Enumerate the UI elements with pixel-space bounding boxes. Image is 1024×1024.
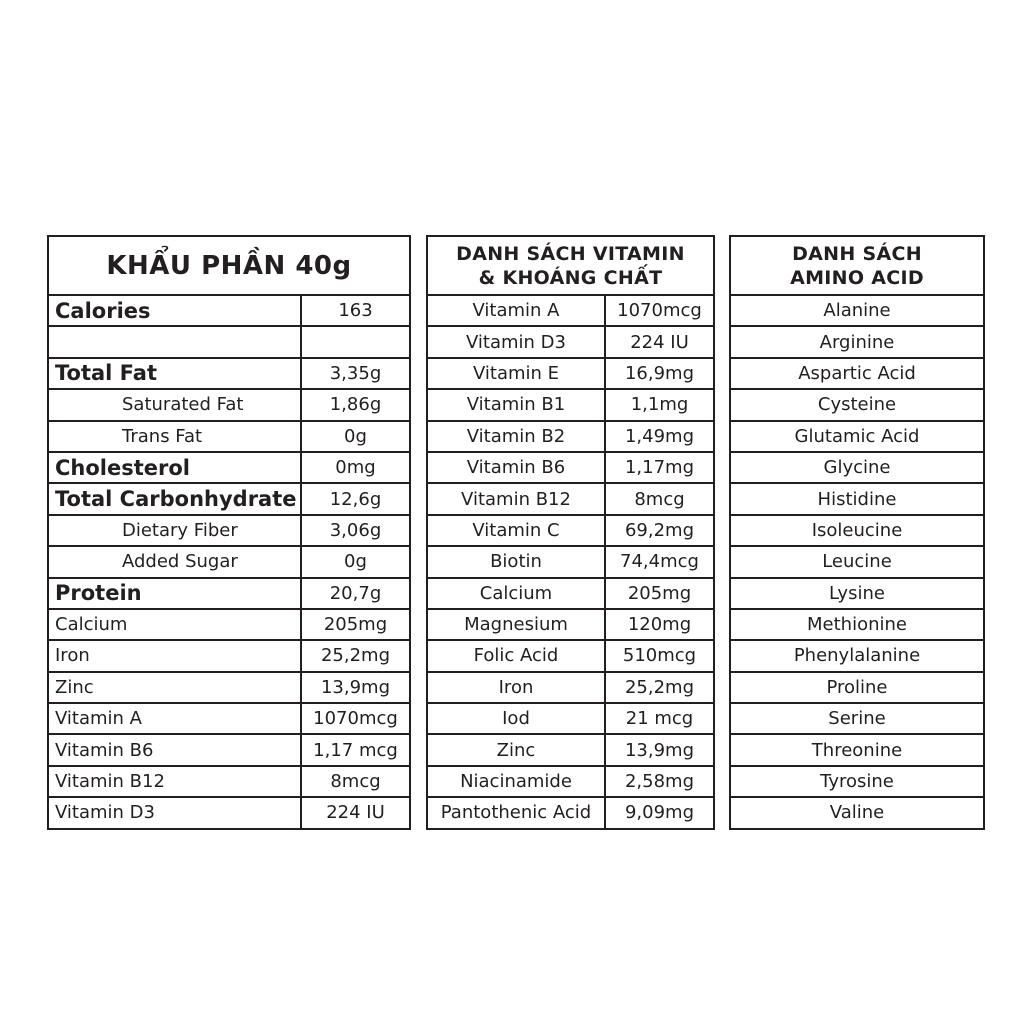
nutrient-label: Dietary Fiber <box>48 515 301 546</box>
amino-acid-name: Isoleucine <box>730 515 984 546</box>
nutrient-label: Vitamin B12 <box>48 766 301 797</box>
vitamin-row <box>427 295 714 326</box>
amino-row <box>730 766 984 797</box>
amino-title <box>730 236 984 295</box>
vitamin-row <box>427 452 714 483</box>
nutrient-label: Saturated Fat <box>48 389 301 420</box>
vitamin-row <box>427 546 714 577</box>
nutrient-value: 1070mcg <box>301 703 410 734</box>
serving-row <box>48 672 410 703</box>
nutrient-value: 0mg <box>301 452 410 483</box>
amino-row <box>730 515 984 546</box>
serving-row <box>48 640 410 671</box>
vitamin-value: 224 IU <box>605 326 714 357</box>
vitamin-title-line1: DANH SÁCH VITAMIN <box>456 242 685 265</box>
vitamin-name: Vitamin B12 <box>427 483 605 514</box>
vitamin-name: Vitamin B1 <box>427 389 605 420</box>
vitamin-row <box>427 421 714 452</box>
serving-row <box>48 389 410 420</box>
vitamin-row <box>427 515 714 546</box>
amino-acid-name: Arginine <box>730 326 984 357</box>
vitamin-name: Vitamin B6 <box>427 452 605 483</box>
serving-row <box>48 326 410 357</box>
vitamin-title <box>427 236 714 295</box>
vitamin-row <box>427 483 714 514</box>
serving-title: KHẨU PHẦN 40g <box>48 236 410 295</box>
amino-acid-name: Aspartic Acid <box>730 358 984 389</box>
vitamin-header-row <box>427 236 714 295</box>
nutrient-label: Vitamin D3 <box>48 797 301 828</box>
vitamin-name: Vitamin C <box>427 515 605 546</box>
amino-acid-name: Proline <box>730 672 984 703</box>
amino-acid-name: Threonine <box>730 734 984 765</box>
nutrient-label: Vitamin B6 <box>48 734 301 765</box>
nutrient-value: 8mcg <box>301 766 410 797</box>
vitamin-name: Vitamin B2 <box>427 421 605 452</box>
serving-nutrition-table <box>47 235 411 830</box>
vitamin-name: Iod <box>427 703 605 734</box>
nutrient-value: 3,06g <box>301 515 410 546</box>
nutrient-value: 0g <box>301 546 410 577</box>
amino-row <box>730 295 984 326</box>
amino-acid-name: Leucine <box>730 546 984 577</box>
nutrient-value: 1,17 mcg <box>301 734 410 765</box>
serving-row <box>48 546 410 577</box>
amino-table-body <box>730 236 984 829</box>
vitamin-name: Vitamin A <box>427 295 605 326</box>
vitamin-value: 8mcg <box>605 483 714 514</box>
nutrient-value <box>301 326 410 357</box>
amino-row <box>730 609 984 640</box>
serving-row <box>48 734 410 765</box>
amino-row <box>730 640 984 671</box>
amino-row <box>730 672 984 703</box>
vitamin-row <box>427 389 714 420</box>
vitamin-name: Magnesium <box>427 609 605 640</box>
serving-header-row <box>48 236 410 295</box>
amino-acid-name: Methionine <box>730 609 984 640</box>
nutrient-value: 205mg <box>301 609 410 640</box>
vitamin-value: 1,17mg <box>605 452 714 483</box>
vitamin-name: Biotin <box>427 546 605 577</box>
amino-row <box>730 452 984 483</box>
vitamin-row <box>427 734 714 765</box>
vitamin-value: 205mg <box>605 578 714 609</box>
vitamin-value: 25,2mg <box>605 672 714 703</box>
vitamin-name: Niacinamide <box>427 766 605 797</box>
vitamin-name: Calcium <box>427 578 605 609</box>
nutrient-value: 1,86g <box>301 389 410 420</box>
serving-row <box>48 609 410 640</box>
amino-title-line2: AMINO ACID <box>790 266 924 289</box>
serving-table-body <box>48 236 410 829</box>
serving-row <box>48 452 410 483</box>
vitamin-value: 2,58mg <box>605 766 714 797</box>
nutrient-label: Added Sugar <box>48 546 301 577</box>
serving-row <box>48 358 410 389</box>
vitamin-row <box>427 797 714 828</box>
amino-row <box>730 734 984 765</box>
nutrient-label: Calcium <box>48 609 301 640</box>
vitamin-name: Iron <box>427 672 605 703</box>
nutrient-value: 12,6g <box>301 483 410 514</box>
amino-row <box>730 546 984 577</box>
nutrient-label: Calories <box>48 295 301 326</box>
vitamin-value: 120mg <box>605 609 714 640</box>
serving-row <box>48 797 410 828</box>
amino-acid-name: Serine <box>730 703 984 734</box>
amino-acid-name: Phenylalanine <box>730 640 984 671</box>
amino-acid-name: Valine <box>730 797 984 828</box>
nutrient-label: Total Carbonhydrate <box>48 483 301 514</box>
vitamin-row <box>427 640 714 671</box>
nutrient-label: Zinc <box>48 672 301 703</box>
amino-acid-name: Cysteine <box>730 389 984 420</box>
amino-acid-name: Alanine <box>730 295 984 326</box>
vitamin-value: 13,9mg <box>605 734 714 765</box>
vitamin-value: 69,2mg <box>605 515 714 546</box>
amino-row <box>730 358 984 389</box>
nutrient-label: Vitamin A <box>48 703 301 734</box>
amino-row <box>730 389 984 420</box>
serving-row <box>48 578 410 609</box>
amino-acid-name: Histidine <box>730 483 984 514</box>
nutrient-value: 224 IU <box>301 797 410 828</box>
vitamin-name: Vitamin D3 <box>427 326 605 357</box>
amino-row <box>730 421 984 452</box>
vitamin-value: 1,49mg <box>605 421 714 452</box>
amino-row <box>730 703 984 734</box>
serving-row <box>48 295 410 326</box>
amino-acid-name: Tyrosine <box>730 766 984 797</box>
nutrient-label: Trans Fat <box>48 421 301 452</box>
serving-row <box>48 766 410 797</box>
serving-row <box>48 421 410 452</box>
vitamin-row <box>427 672 714 703</box>
nutrient-label: Protein <box>48 578 301 609</box>
nutrient-label: Iron <box>48 640 301 671</box>
amino-acid-table <box>729 235 985 830</box>
nutrient-value: 163 <box>301 295 410 326</box>
vitamin-row <box>427 578 714 609</box>
vitamin-name: Folic Acid <box>427 640 605 671</box>
nutrient-value: 0g <box>301 421 410 452</box>
nutrient-value: 25,2mg <box>301 640 410 671</box>
vitamin-value: 21 mcg <box>605 703 714 734</box>
serving-row <box>48 703 410 734</box>
vitamin-row <box>427 326 714 357</box>
nutrient-value: 20,7g <box>301 578 410 609</box>
vitamin-name: Zinc <box>427 734 605 765</box>
vitamin-row <box>427 703 714 734</box>
vitamin-value: 9,09mg <box>605 797 714 828</box>
amino-row <box>730 578 984 609</box>
amino-acid-name: Lysine <box>730 578 984 609</box>
vitamin-row <box>427 358 714 389</box>
serving-row <box>48 483 410 514</box>
vitamin-value: 1070mcg <box>605 295 714 326</box>
amino-row <box>730 797 984 828</box>
vitamin-value: 74,4mcg <box>605 546 714 577</box>
vitamin-value: 510mcg <box>605 640 714 671</box>
vitamin-value: 16,9mg <box>605 358 714 389</box>
nutrient-label: Cholesterol <box>48 452 301 483</box>
amino-header-row <box>730 236 984 295</box>
amino-row <box>730 483 984 514</box>
vitamin-title-line2: & KHOÁNG CHẤT <box>478 266 663 289</box>
serving-row <box>48 515 410 546</box>
vitamin-name: Pantothenic Acid <box>427 797 605 828</box>
vitamin-name: Vitamin E <box>427 358 605 389</box>
vitamin-mineral-table <box>426 235 715 830</box>
amino-acid-name: Glutamic Acid <box>730 421 984 452</box>
amino-acid-name: Glycine <box>730 452 984 483</box>
vitamin-table-body <box>427 236 714 829</box>
amino-row <box>730 326 984 357</box>
nutrient-label <box>48 326 301 357</box>
vitamin-row <box>427 609 714 640</box>
nutrient-label: Total Fat <box>48 358 301 389</box>
nutrient-value: 3,35g <box>301 358 410 389</box>
amino-title-line1: DANH SÁCH <box>792 242 922 265</box>
nutrient-value: 13,9mg <box>301 672 410 703</box>
vitamin-value: 1,1mg <box>605 389 714 420</box>
vitamin-row <box>427 766 714 797</box>
